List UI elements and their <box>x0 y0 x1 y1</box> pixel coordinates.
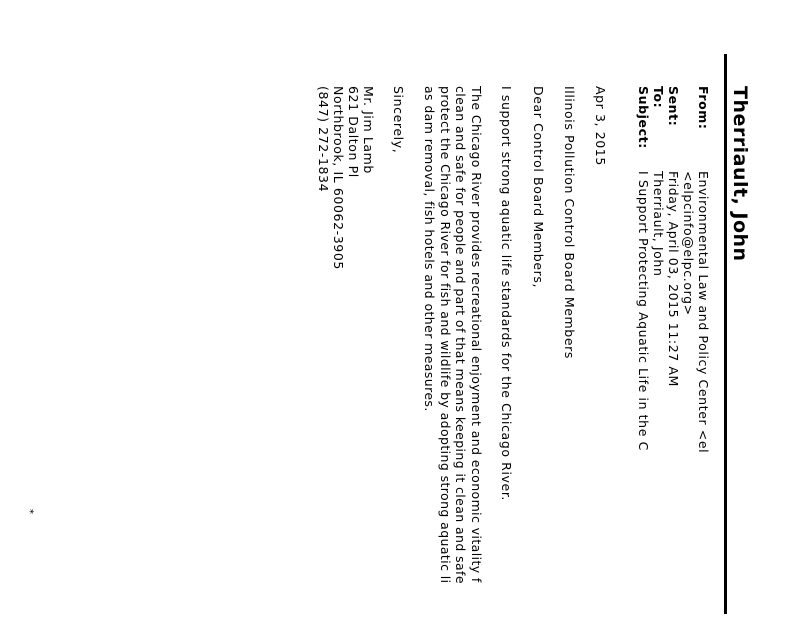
signature-phone: (847) 272-1834 <box>316 86 331 193</box>
header-from-email-row <box>681 86 696 624</box>
header-divider-rule <box>724 54 727 614</box>
paragraph-line-1: The Chicago River provides recreational enjoyment and economic vitality f <box>469 86 484 583</box>
stray-scan-mark: * <box>24 509 35 514</box>
header-to-value: Therriault, John <box>651 171 666 277</box>
letter-recipient: Illinois Pollution Control Board Members <box>562 86 577 359</box>
sender-name-heading: Therriault, John <box>729 86 751 262</box>
signature-name: Mr. Jim Lamb <box>361 86 376 174</box>
signature-street: 621 Dalton Pl <box>346 86 361 178</box>
header-to-label: To: <box>651 86 666 109</box>
header-sent-value: Friday, April 03, 2015 11:27 AM <box>666 171 681 387</box>
letter-salutation: Dear Control Board Members, <box>531 86 546 289</box>
letter-closing: Sincerely, <box>391 86 406 154</box>
letter-intro: I support strong aquatic life standards for the Chicago River. <box>499 86 514 501</box>
paragraph-line-3: protect the Chicago River for fish and wildlife by adopting strong aquatic li <box>438 86 453 584</box>
header-sent-label: Sent: <box>666 86 681 127</box>
header-from-email-value: <elpcinfo@elpc.org> <box>681 171 696 316</box>
header-sent-row <box>666 86 681 624</box>
paragraph-line-4: as dam removal, fish hotels and other measures. <box>422 86 437 412</box>
header-subject-row <box>636 86 651 624</box>
header-subject-label: Subject: <box>636 86 651 149</box>
header-to-row <box>651 86 666 624</box>
header-subject-value: I Support Protecting Aquatic Life in the C <box>636 171 651 451</box>
paragraph-line-2: clean and safe for people and part of that means keeping it clean and safe <box>453 86 468 584</box>
header-from-value: Environmental Law and Policy Center <el <box>696 171 711 454</box>
letter-date: Apr 3, 2015 <box>593 86 608 166</box>
rotated-scanned-email-page <box>15 54 755 624</box>
header-from-row <box>696 86 711 624</box>
signature-city: Northbrook, IL 60062-3905 <box>331 86 346 270</box>
header-from-label: From: <box>696 86 711 130</box>
